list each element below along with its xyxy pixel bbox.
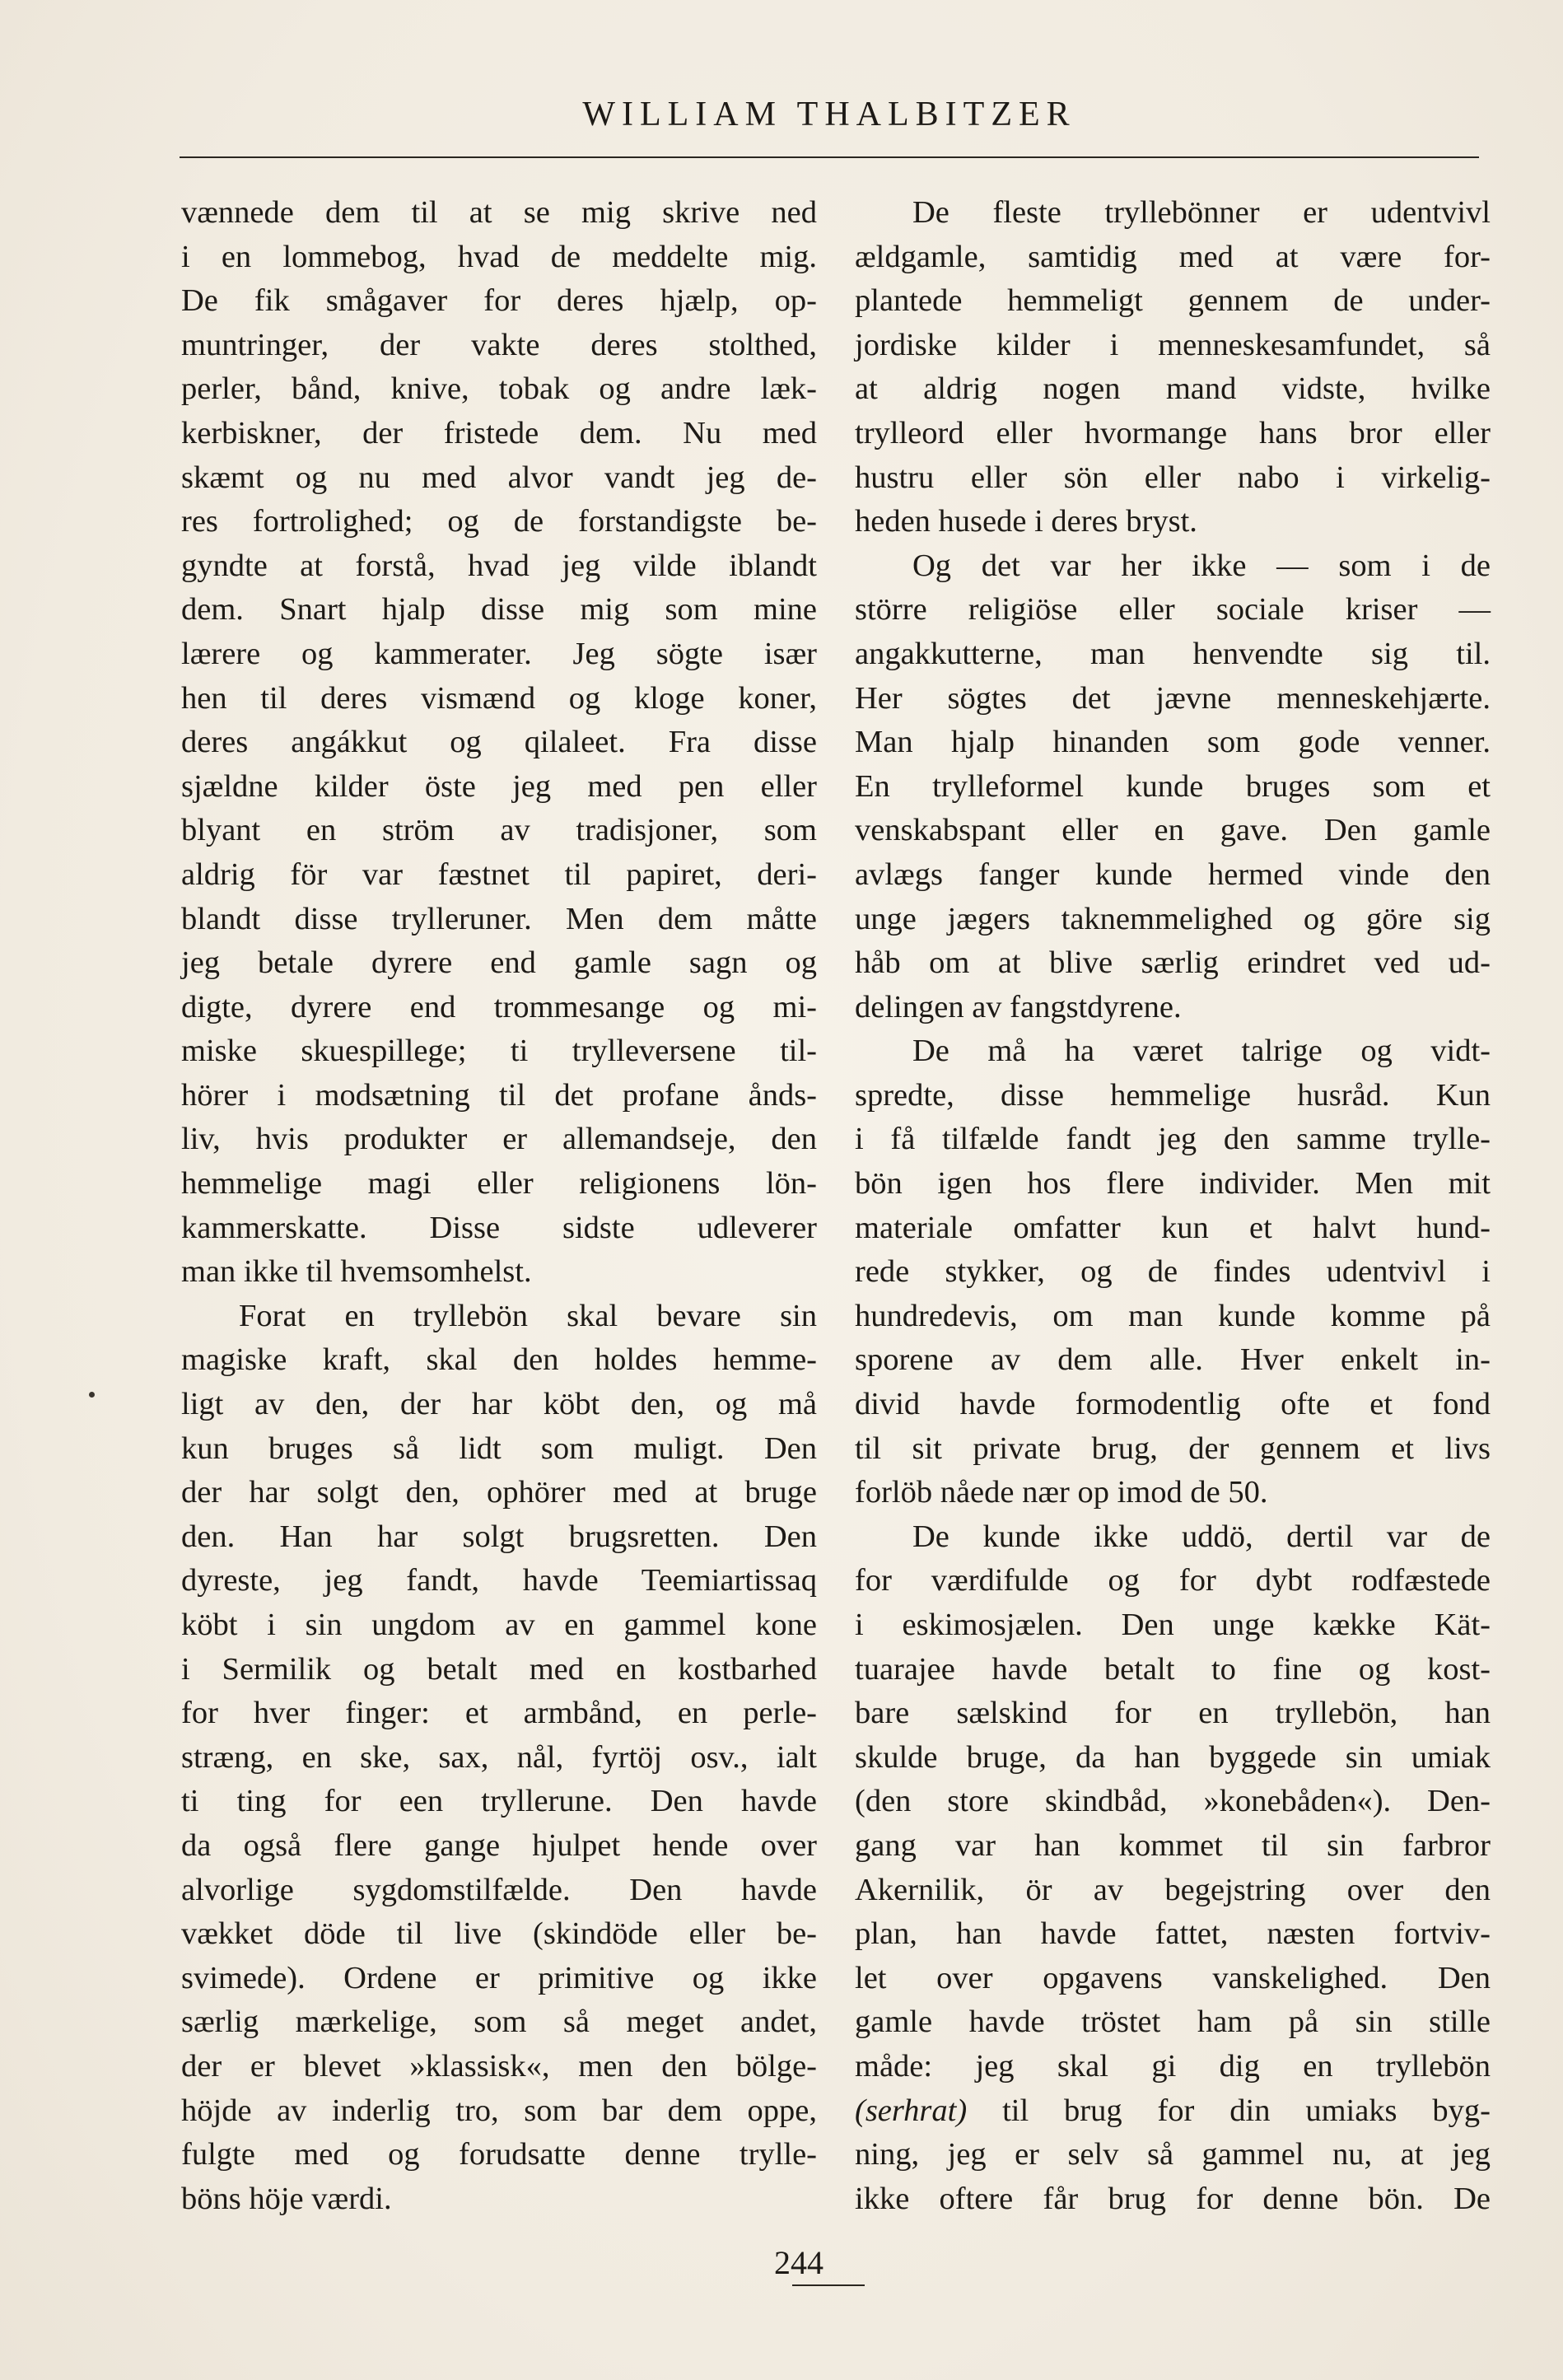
paragraph-line: sporene av dem alle. Hver enkelt in- — [855, 1342, 1491, 1378]
paragraph-line: da også flere gange hjulpet hende over — [181, 1827, 817, 1863]
paragraph-line: De må ha været talrige og vidt- — [912, 1034, 1491, 1069]
right-paragraph-4 — [855, 1515, 1491, 2222]
paragraph-line: særlig mærkelige, som så meget andet, — [181, 2004, 817, 2040]
paragraph-line: digte, dyrere end trommesange og mi- — [181, 989, 817, 1024]
paragraph-line: De fleste tryllebönner er udentvivl — [912, 195, 1491, 230]
paragraph-line: den. Han har solgt brugsretten. Den — [181, 1519, 817, 1554]
paragraph-line: muntringer, der vakte deres stolthed, — [181, 327, 817, 362]
paragraph-line: (den store skindbåd, »konebåden«). Den- — [855, 1784, 1491, 1819]
paragraph-line: miske skuespillege; ti trylleversene til- — [181, 1034, 817, 1069]
paragraph-line: man ikke til hvemsomhelst. — [181, 1254, 532, 1290]
paragraph-line: sjældne kilder öste jeg med pen eller — [181, 768, 817, 804]
paragraph-line: Her sögtes det jævne menneskehjærte. — [855, 680, 1491, 716]
paragraph-line: til sit private brug, der gennem et livs — [855, 1430, 1491, 1466]
paragraph-line: gang var han kommet til sin farbror — [855, 1827, 1491, 1863]
paragraph-line: vækket döde til live (skindöde eller be- — [181, 1916, 817, 1952]
paragraph-line: venskabspant eller en gave. Den gamle — [855, 813, 1491, 848]
right-column — [855, 191, 1491, 2221]
paragraph-line: bön igen hos flere individer. Men mit — [855, 1166, 1491, 1202]
italic-term: (serhrat) — [855, 2093, 968, 2128]
paragraph-line: Akernilik, ör av begejstring over den — [855, 1872, 1491, 1907]
paragraph-line: ti ting for een tryllerune. Den havde — [181, 1784, 817, 1819]
paragraph-line: der har solgt den, ophörer med at bruge — [181, 1475, 817, 1510]
paragraph-line: heden husede i deres bryst. — [855, 504, 1197, 539]
paragraph-line: perler, bånd, knive, tobak og andre læk- — [181, 371, 817, 407]
paragraph-line: for værdifulde og for dybt rodfæstede — [855, 1563, 1491, 1598]
paragraph-line: stræng, en ske, sax, nål, fyrtöj osv., ialt — [181, 1739, 817, 1775]
paragraph-line: ikke oftere får brug for denne bön. De — [855, 2181, 1491, 2216]
margin-dot — [89, 1392, 95, 1398]
paragraph-line: forlöb nåede nær op imod de 50. — [855, 1475, 1268, 1510]
paragraph-line: rede stykker, og de findes udentvivl i — [855, 1254, 1491, 1290]
paragraph-line: blandt disse trylleruner. Men dem måtte — [181, 901, 817, 936]
paragraph-line: bare sælskind for en tryllebön, han — [855, 1696, 1491, 1731]
paragraph-line: res fortrolighed; og de forstandigste be- — [181, 504, 817, 539]
paragraph-line: hustru eller sön eller nabo i virkelig- — [855, 460, 1491, 495]
paragraph-line: De fik smågaver for deres hjælp, op- — [181, 283, 817, 319]
left-paragraph-1 — [181, 191, 817, 1295]
paragraph-line: kerbiskner, der fristede dem. Nu med — [181, 415, 817, 450]
left-column — [181, 191, 817, 2221]
paragraph-line: ældgamle, samtidig med at være for- — [855, 239, 1491, 274]
paragraph-line: spredte, disse hemmelige husråd. Kun — [855, 1077, 1491, 1113]
paragraph-line — [855, 2089, 1491, 2134]
paragraph-line: aldrig för var fæstnet til papiret, deri- — [181, 856, 817, 892]
line-text: til brug for din umiaks byg- — [967, 2093, 1491, 2128]
paragraph-line: tuarajee havde betalt to fine og kost- — [855, 1651, 1491, 1687]
paragraph-line: hörer i modsætning til det profane ånds- — [181, 1077, 817, 1113]
paragraph-line: plantede hemmeligt gennem de under- — [855, 283, 1491, 319]
paragraph-line: skæmt og nu med alvor vandt jeg de- — [181, 460, 817, 495]
paragraph-line: magiske kraft, skal den holdes hemme- — [181, 1342, 817, 1378]
paragraph-line: hen til deres vismænd og kloge koner, — [181, 680, 817, 716]
paragraph-line: lærere og kammerater. Jeg sögte især — [181, 636, 817, 671]
paragraph-line: ligt av den, der har köbt den, og må — [181, 1387, 817, 1422]
paragraph-line: köbt i sin ungdom av en gammel kone — [181, 1608, 817, 1642]
paragraph-line: der er blevet »klassisk«, men den bölge- — [181, 2048, 817, 2084]
paragraph-line: ning, jeg er selv så gammel nu, at jeg — [855, 2137, 1491, 2172]
paragraph-line: blyant en ström av tradisjoner, som — [181, 813, 817, 848]
paragraph-line: i få tilfælde fandt jeg den samme trylle- — [855, 1122, 1491, 1157]
paragraph-line: höjde av inderlig tro, som bar dem oppe, — [181, 2093, 817, 2128]
paragraph-line: måde: jeg skal gi dig en tryllebön — [855, 2048, 1491, 2084]
right-paragraph-3 — [855, 1029, 1491, 1515]
paragraph-line: svimede). Ordene er primitive og ikke — [181, 1960, 817, 1995]
paragraph-line: plan, han havde fattet, næsten fortviv- — [855, 1916, 1491, 1952]
paragraph-line: böns höje værdi. — [181, 2181, 392, 2216]
right-paragraph-2 — [855, 544, 1491, 1030]
paragraph-line: hundredevis, om man kunde komme på — [855, 1298, 1491, 1333]
paragraph-line: gamle havde tröstet ham på sin stille — [855, 2004, 1491, 2040]
paragraph-line: for hver finger: et armbånd, en perle- — [181, 1696, 817, 1731]
paragraph-line: angakkutterne, man henvendte sig til. — [855, 636, 1491, 671]
page-number-rule — [792, 2284, 865, 2286]
right-paragraph-1 — [855, 191, 1491, 544]
paragraph-line: Man hjalp hinanden som gode venner. — [855, 725, 1491, 760]
paragraph-line: deres angákkut og qilaleet. Fra disse — [181, 725, 817, 760]
running-head: WILLIAM THALBITZER — [582, 96, 1076, 133]
paragraph-line: fulgte med og forudsatte denne trylle- — [181, 2137, 817, 2172]
paragraph-line: materiale omfatter kun et halvt hund- — [855, 1210, 1491, 1245]
paragraph-line: dyreste, jeg fandt, havde Teemiartissaq — [181, 1563, 817, 1598]
paragraph-line: trylleord eller hvormange hans bror eller — [855, 415, 1491, 450]
paragraph-line: jordiske kilder i menneskesamfundet, så — [855, 327, 1491, 362]
paragraph-line: unge jægers taknemmelighed og göre sig — [855, 901, 1491, 936]
paragraph-line: hemmelige magi eller religionens lön- — [181, 1166, 817, 1202]
paragraph-line: håb om at blive særlig erindret ved ud- — [855, 945, 1491, 981]
paragraph-line: alvorlige sygdomstilfælde. Den havde — [181, 1872, 817, 1907]
paragraph-line: i eskimosjælen. Den unge kække Kät- — [855, 1608, 1491, 1642]
left-paragraph-2 — [181, 1295, 817, 2221]
paragraph-line: i Sermilik og betalt med en kostbarhed — [181, 1651, 817, 1687]
paragraph-line: större religiöse eller sociale kriser — — [855, 592, 1491, 628]
paragraph-line: avlægs fanger kunde hermed vinde den — [855, 856, 1491, 892]
paragraph-line: gyndte at forstå, hvad jeg vilde iblandt — [181, 548, 817, 583]
paragraph-line: dem. Snart hjalp disse mig som mine — [181, 592, 817, 628]
paragraph-line: let over opgavens vanskelighed. Den — [855, 1960, 1491, 1995]
paragraph-line: divid havde formodentlig ofte et fond — [855, 1387, 1491, 1422]
paragraph-line: Forat en tryllebön skal bevare sin — [239, 1298, 817, 1333]
paragraph-line: skulde bruge, da han byggede sin umiak — [855, 1739, 1491, 1775]
paragraph-line: jeg betale dyrere end gamle sagn og — [181, 945, 817, 981]
paragraph-line: kun bruges så lidt som muligt. Den — [181, 1430, 817, 1466]
paragraph-line: liv, hvis produkter er allemandseje, den — [181, 1122, 817, 1157]
paragraph-line: kammerskatte. Disse sidste udleverer — [181, 1210, 817, 1245]
paragraph-line: De kunde ikke uddö, dertil var de — [912, 1519, 1491, 1554]
page-number: 244 — [774, 2244, 823, 2281]
header-rule — [180, 156, 1479, 158]
paragraph-line: i en lommebog, hvad de meddelte mig. — [181, 239, 817, 274]
paragraph-line: at aldrig nogen mand vidste, hvilke — [855, 371, 1491, 407]
paragraph-line: En trylleformel kunde bruges som et — [855, 768, 1491, 804]
paragraph-line: Og det var her ikke — som i de — [912, 548, 1491, 583]
paragraph-line: vænnede dem til at se mig skrive ned — [181, 195, 817, 230]
paragraph-line: delingen av fangstdyrene. — [855, 989, 1182, 1024]
